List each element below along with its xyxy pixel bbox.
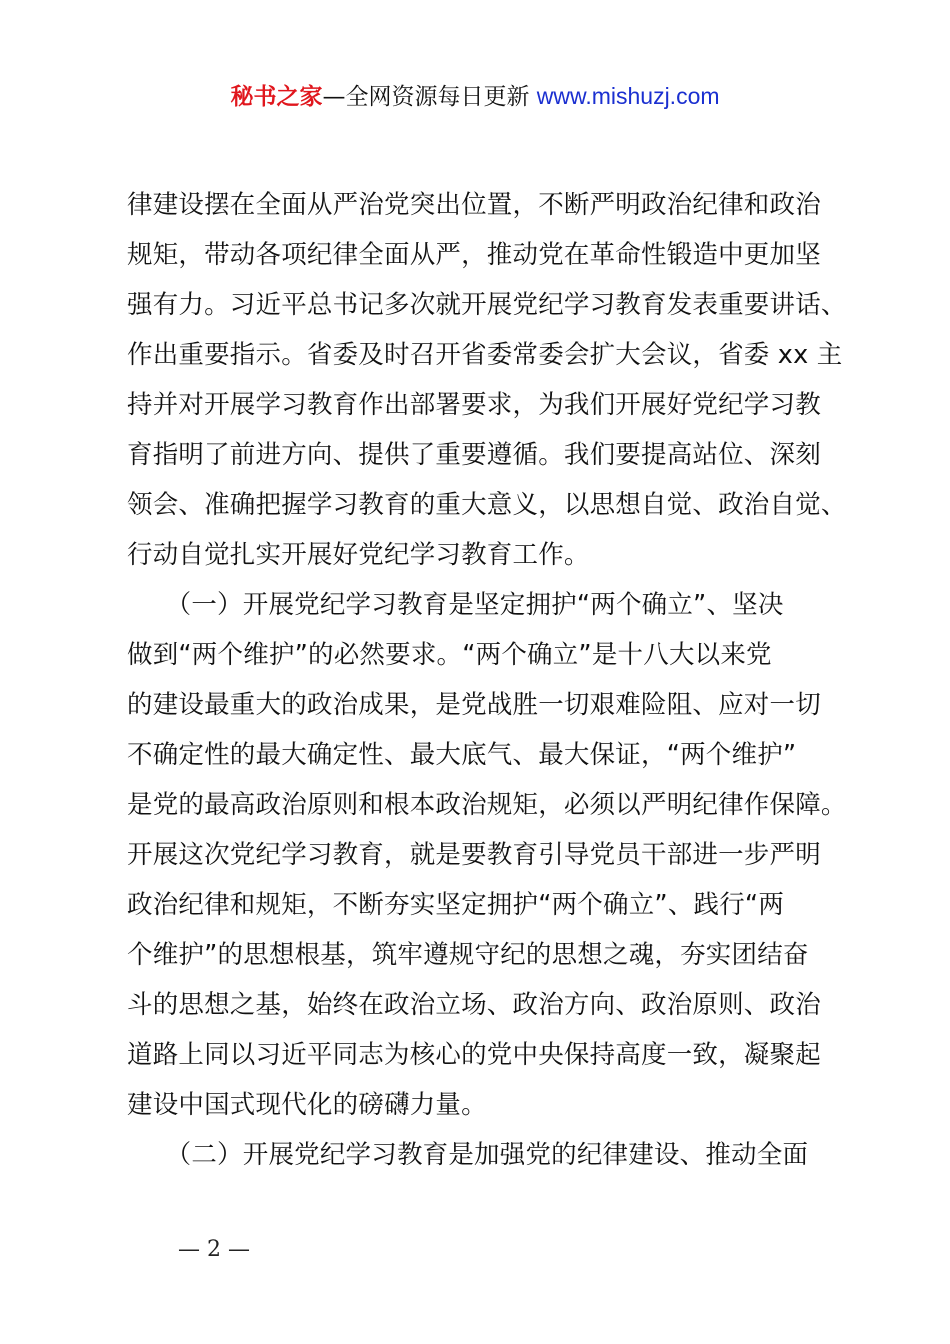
text-line: 律建设摆在全面从严治党突出位置，不断严明政治纪律和政治 [127, 190, 821, 220]
text-line: 持并对开展学习教育作出部署要求，为我们开展好党纪学习教 [127, 390, 821, 420]
page-number: — 2 — [178, 1237, 250, 1262]
header-url-link[interactable]: www.mishuzj.com [536, 83, 720, 109]
document-body [127, 180, 847, 1180]
text-line: 个维护”的思想根基，筑牢遵规守纪的思想之魂，夯实团结奋 [127, 940, 809, 970]
text-line: 道路上同以习近平同志为核心的党中央保持高度一致，凝聚起 [127, 1040, 821, 1070]
header-brand: 秘书之家 [230, 84, 323, 110]
section-heading-line: （二）开展党纪学习教育是加强党的纪律建设、推动全面 [127, 1140, 809, 1170]
text-line: 做到“两个维护”的必然要求。“两个确立”是十八大以来党 [127, 640, 772, 670]
text-line: 行动自觉扎实开展好党纪学习教育工作。 [127, 540, 590, 570]
text-line: 建设中国式现代化的磅礴力量。 [127, 1090, 487, 1120]
text-line: 育指明了前进方向、提供了重要遵循。我们要提高站位、深刻 [127, 440, 821, 470]
text-line: 开展这次党纪学习教育，就是要教育引导党员干部进一步严明 [127, 840, 821, 870]
header-tagline: —全网资源每日更新 [322, 84, 530, 110]
site-header [0, 80, 950, 113]
text-line: 作出重要指示。省委及时召开省委常委会扩大会议，省委 xx 主 [127, 340, 843, 370]
text-line: 斗的思想之基，始终在政治立场、政治方向、政治原则、政治 [127, 990, 821, 1020]
text-line: 政治纪律和规矩，不断夯实坚定拥护“两个确立”、践行“两 [127, 890, 785, 920]
text-line: 不确定性的最大确定性、最大底气、最大保证，“两个维护” [127, 740, 797, 770]
text-line: 强有力。习近平总书记多次就开展党纪学习教育发表重要讲话、 [127, 290, 847, 320]
section-heading-line: （一）开展党纪学习教育是坚定拥护“两个确立”、坚决 [127, 590, 784, 620]
text-line: 的建设最重大的政治成果，是党战胜一切艰难险阻、应对一切 [127, 690, 821, 720]
text-line: 规矩，带动各项纪律全面从严，推动党在革命性锻造中更加坚 [127, 240, 821, 270]
text-line: 是党的最高政治原则和根本政治规矩，必须以严明纪律作保障。 [127, 790, 847, 820]
text-line: 领会、准确把握学习教育的重大意义，以思想自觉、政治自觉、 [127, 490, 847, 520]
